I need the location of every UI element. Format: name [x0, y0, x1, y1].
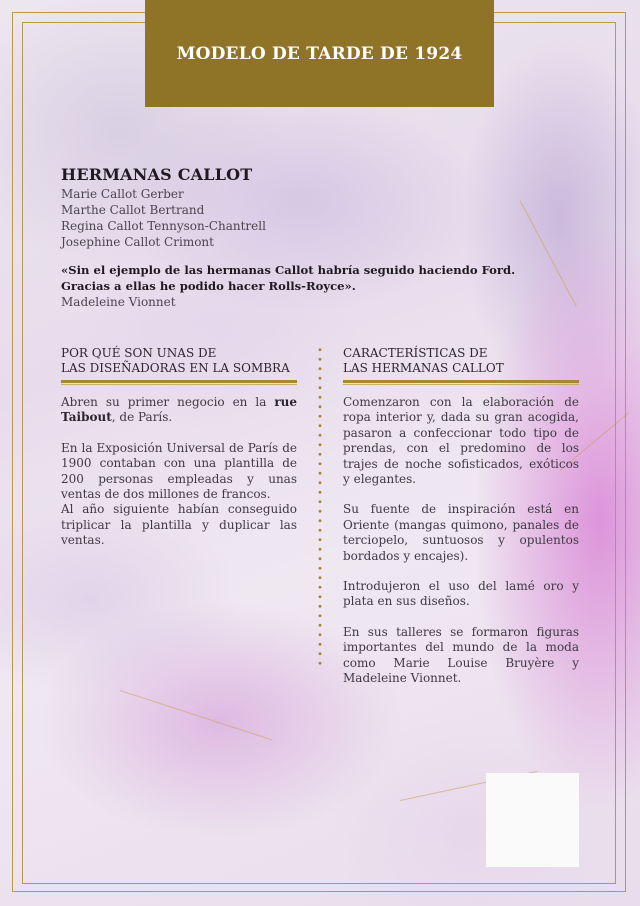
- member-name: Josephine Callot Crimont: [61, 235, 214, 249]
- paragraph: Su fuente de inspiración está en Oriente (mangas quimono, panales de terciopelo, suntuosos y opulentos bordados y encajes).: [343, 502, 579, 563]
- paragraph-text: Abren su primer negocio en la: [61, 395, 275, 409]
- left-title-line: POR QUÉ SON UNAS DE: [61, 346, 217, 360]
- member-name: Regina Callot Tennyson-Chantrell: [61, 219, 266, 233]
- paragraph-text: , de París.: [111, 410, 173, 425]
- quote-author: Madeleine Vionnet: [61, 295, 176, 309]
- right-title-line: CARACTERÍSTICAS DE: [343, 346, 488, 360]
- quote-line: «Sin el ejemplo de las hermanas Callot habría seguido haciendo Ford.: [61, 263, 516, 277]
- member-name: Marthe Callot Bertrand: [61, 203, 205, 217]
- quote-block: [61, 262, 581, 310]
- paragraph: Comenzaron con la elaboración de ropa interior y, dada su gran acogida, pasaron a confeccionar todo tipo de prendas, con el predomino de los trajes de noche sofisticados, exóticos y elegantes.: [343, 395, 579, 487]
- artist-name: HERMANAS CALLOT: [61, 165, 253, 184]
- right-title-line: LAS HERMANAS CALLOT: [343, 361, 504, 375]
- street-name: rue Taibout: [61, 395, 297, 425]
- right-column-title: [343, 346, 579, 376]
- header-banner: [145, 0, 494, 107]
- paragraph: En sus talleres se formaron figuras importantes del mundo de la moda como Marie Louise Bruyère y Madeleine Vionnet.: [343, 624, 579, 686]
- artist-block: [61, 165, 581, 250]
- paragraph: Al año siguiente habían conseguido triplicar la plantilla y duplicar las ventas.: [61, 502, 297, 548]
- right-column: [343, 346, 579, 702]
- left-column-body: [61, 395, 297, 549]
- section-divider: [343, 380, 579, 385]
- dotted-separator: [318, 345, 322, 670]
- section-divider: [61, 380, 297, 385]
- paragraph: [61, 395, 297, 426]
- left-column: [61, 346, 297, 564]
- paragraph: En la Exposición Universal de París de 1900 contaban con una plantilla de 200 personas empleadas y unas ventas de dos millones de francos.: [61, 440, 297, 502]
- left-title-line: LAS DISEÑADORAS EN LA SOMBRA: [61, 361, 290, 375]
- page-title: MODELO DE TARDE DE 1924: [176, 43, 463, 64]
- member-name: Marie Callot Gerber: [61, 187, 184, 201]
- right-column-body: [343, 395, 579, 687]
- image-placeholder: [486, 773, 579, 867]
- quote-line: Gracias a ellas he podido hacer Rolls-Royce».: [61, 279, 356, 293]
- left-column-title: [61, 346, 297, 376]
- paragraph: Introdujeron el uso del lamé oro y plata en sus diseños.: [343, 579, 579, 609]
